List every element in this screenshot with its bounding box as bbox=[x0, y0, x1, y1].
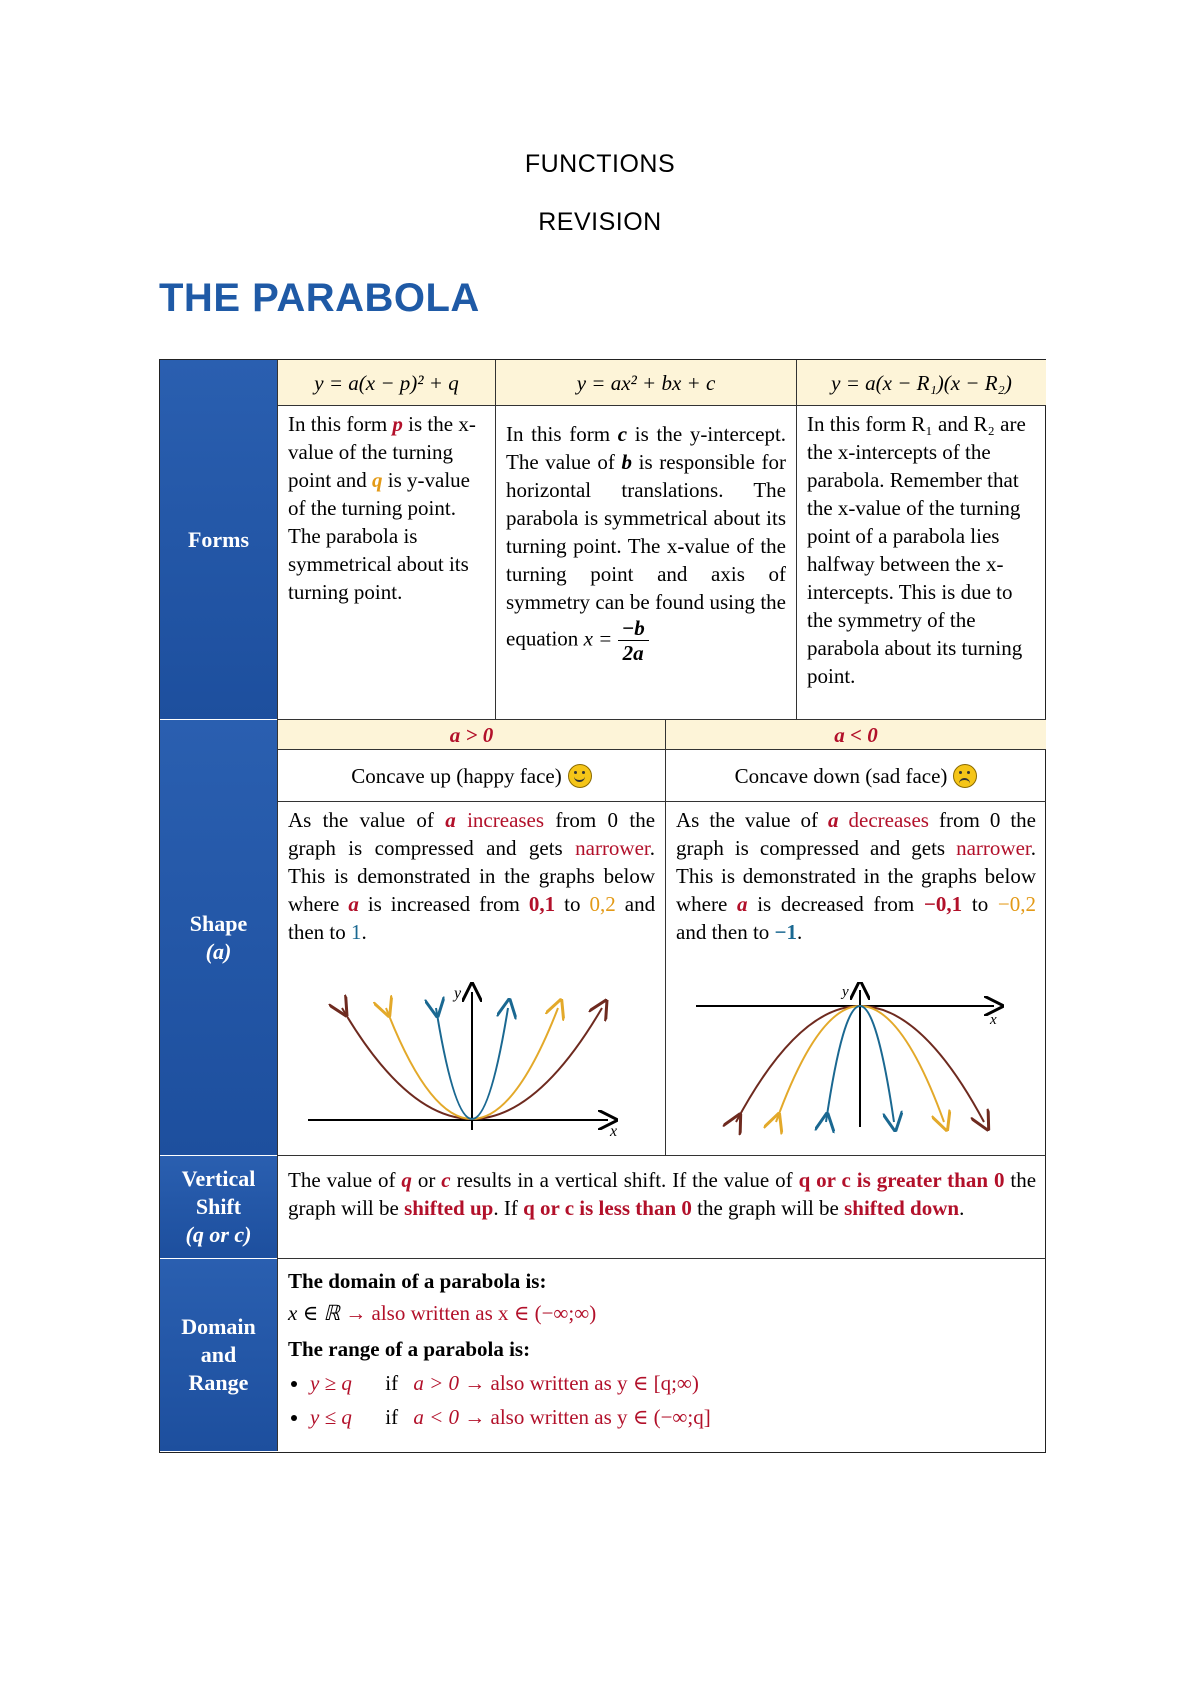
domain-title: The domain of a parabola is: bbox=[288, 1269, 547, 1293]
domain-also: → also written as x ∈ (−∞;∞) bbox=[345, 1301, 597, 1325]
row-label-vshift-l2: Shift bbox=[195, 1194, 242, 1219]
shape-pos-to1: to bbox=[564, 892, 581, 916]
form1-formula-text: y = a(x − p)² + q bbox=[314, 370, 459, 395]
form2-text-a: In this form bbox=[506, 422, 611, 446]
shape-neg-to1: to bbox=[971, 892, 989, 916]
shape-neg-header-text: a < 0 bbox=[834, 722, 878, 747]
range-item-negative bbox=[310, 1403, 1036, 1431]
shape-pos-text-a: As the value of bbox=[288, 808, 434, 832]
vshift-t6: . bbox=[959, 1196, 965, 1220]
shape-pos-increases: increases bbox=[467, 808, 545, 832]
range2-cond: a < 0 bbox=[413, 1405, 459, 1429]
form2-eq-num: −b bbox=[618, 616, 649, 641]
form2-formula bbox=[495, 360, 796, 406]
range2-also: → also written as y ∈ (−∞;q] bbox=[464, 1405, 711, 1429]
form1-formula bbox=[277, 360, 495, 406]
form2-b: b bbox=[621, 450, 632, 474]
concave-down-graph bbox=[676, 982, 1036, 1142]
row-label-vshift-l1: Vertical bbox=[181, 1166, 256, 1191]
shape-neg-end: . bbox=[797, 920, 803, 944]
shape-pos-text-b: from 0 the graph is compressed and gets bbox=[288, 808, 656, 860]
shape-pos-then: and then to bbox=[288, 892, 656, 944]
shape-neg-caption bbox=[665, 750, 1046, 802]
shape-neg-narrower: narrower bbox=[956, 836, 1031, 860]
domain-expr: x ∈ ℝ bbox=[288, 1301, 340, 1325]
x-axis-label: x bbox=[990, 1012, 997, 1028]
form2-c: c bbox=[617, 422, 628, 446]
vshift-cond-up: q or c is greater than 0 bbox=[798, 1168, 1005, 1192]
shape-pos-a2: a bbox=[348, 892, 359, 916]
shape-pos-v2: 0,2 bbox=[589, 892, 616, 916]
range-item-positive bbox=[310, 1369, 1036, 1397]
vshift-t3: the graph will be bbox=[288, 1168, 1037, 1220]
form2-fraction bbox=[618, 616, 649, 665]
vshift-or: or bbox=[417, 1168, 436, 1192]
row-label-shape-l2: (a) bbox=[205, 938, 232, 964]
shape-neg-a2: a bbox=[737, 892, 748, 916]
shape-pos-narrower: narrower bbox=[575, 836, 650, 860]
y-axis-label: y bbox=[842, 984, 849, 1000]
shape-neg-text-d: is decreased from bbox=[757, 892, 915, 916]
form1-text-a: In this form bbox=[288, 412, 388, 436]
sad-face-icon bbox=[953, 764, 977, 788]
shape-neg-header bbox=[665, 720, 1046, 750]
shape-neg-a: a bbox=[828, 808, 839, 832]
range-title: The range of a parabola is: bbox=[288, 1337, 531, 1361]
shape-pos-v3: 1 bbox=[351, 920, 362, 944]
form2-text-b: is the y-intercept. The value of bbox=[506, 422, 787, 474]
form1-p: p bbox=[392, 412, 403, 436]
parabola-table bbox=[159, 359, 1046, 1453]
shape-neg-decreases: decreases bbox=[848, 808, 929, 832]
form2-eq-den: 2a bbox=[622, 641, 644, 665]
range1-if: if bbox=[385, 1371, 399, 1395]
form1-description bbox=[277, 406, 495, 720]
shape-neg-paragraph bbox=[676, 806, 1036, 946]
shape-neg-text-c: . This is demonstrated in the graphs below where bbox=[676, 836, 1036, 916]
row-label-forms bbox=[160, 360, 277, 720]
domain-range-body bbox=[277, 1259, 1046, 1451]
row-label-forms-text: Forms bbox=[187, 526, 250, 552]
row-label-domain bbox=[160, 1259, 277, 1451]
shape-pos-caption-text: Concave up (happy face) bbox=[351, 763, 562, 788]
y-axis-label: y bbox=[454, 985, 462, 1002]
range1-cond: a > 0 bbox=[413, 1371, 459, 1395]
shape-neg-v1: −0,1 bbox=[923, 892, 963, 916]
form3-formula-text: y = a(x − R₁)(x − R₂) bbox=[831, 370, 1012, 395]
shape-pos-header-text: a > 0 bbox=[449, 722, 494, 747]
shape-neg-text-a: As the value of bbox=[676, 808, 818, 832]
form1-q: q bbox=[372, 468, 383, 492]
form1-text-b: is the x-value of the turning point and bbox=[288, 412, 476, 492]
shape-pos-header bbox=[277, 720, 665, 750]
row-label-domain-l1: Domain bbox=[181, 1314, 256, 1339]
doc-title: FUNCTIONS bbox=[524, 150, 676, 178]
row-label-vshift bbox=[160, 1156, 277, 1259]
shape-neg-body bbox=[665, 802, 1046, 1156]
shape-pos-end: . bbox=[361, 920, 367, 944]
row-label-vshift-l3: (q or c) bbox=[185, 1222, 252, 1247]
form3-description bbox=[796, 406, 1046, 720]
shape-neg-v3: −1 bbox=[774, 920, 798, 944]
form1-text-c: is y-value of the turning point. The parabola is symmetrical about its turning point. bbox=[288, 468, 470, 604]
vshift-cond-down: q or c is less than 0 bbox=[523, 1196, 692, 1220]
section-heading: THE PARABOLA bbox=[159, 276, 480, 320]
form3-text: In this form R₁ and R₂ are the x-intercepts of the parabola. Remember that the x-value of the turning point of a parabola lies halfway between the x-intercepts. This is due to the symmetry of the parabola about its turning point. bbox=[807, 412, 1026, 688]
row-label-shape-l1: Shape bbox=[189, 910, 248, 936]
vshift-body bbox=[277, 1156, 1046, 1259]
shape-pos-v1: 0,1 bbox=[528, 892, 556, 916]
range2-expr: y ≤ q bbox=[310, 1405, 352, 1429]
shape-pos-a: a bbox=[445, 808, 456, 832]
row-label-domain-l3: Range bbox=[188, 1370, 249, 1395]
happy-face-icon bbox=[568, 764, 592, 788]
range-list bbox=[288, 1369, 1036, 1431]
range1-also: → also written as y ∈ [q;∞) bbox=[464, 1371, 699, 1395]
vshift-t2: results in a vertical shift. If the value of bbox=[456, 1168, 793, 1192]
vshift-q: q bbox=[401, 1168, 412, 1192]
vshift-up: shifted up bbox=[404, 1196, 494, 1220]
row-label-domain-l2: and bbox=[200, 1342, 237, 1367]
x-axis-label: x bbox=[610, 1123, 618, 1140]
form2-description bbox=[495, 406, 796, 720]
shape-neg-text-b: from 0 the graph is compressed and gets bbox=[676, 808, 1036, 860]
shape-pos-paragraph bbox=[288, 806, 655, 946]
row-label-shape bbox=[160, 720, 277, 1156]
vshift-t1: The value of bbox=[288, 1168, 396, 1192]
vshift-t4: . If bbox=[493, 1196, 518, 1220]
shape-neg-v2: −0,2 bbox=[997, 892, 1036, 916]
concave-up-graph bbox=[288, 980, 656, 1140]
form2-formula-text: y = ax² + bx + c bbox=[576, 370, 716, 395]
vshift-c: c bbox=[441, 1168, 451, 1192]
range2-if: if bbox=[385, 1405, 399, 1429]
shape-pos-text-d: is increased from bbox=[367, 892, 520, 916]
shape-neg-caption-text: Concave down (sad face) bbox=[734, 763, 948, 788]
doc-subtitle: REVISION bbox=[538, 208, 662, 236]
shape-pos-caption bbox=[277, 750, 665, 802]
vshift-t5: the graph will be bbox=[697, 1196, 839, 1220]
shape-pos-body bbox=[277, 802, 665, 1156]
shape-neg-then: and then to bbox=[676, 920, 770, 944]
vshift-down: shifted down bbox=[844, 1196, 960, 1220]
form2-text-c: is responsible for horizontal translations. The parabola is symmetrical about its turning point. The x-value of the turning point and axis of symmetry can be found using the equation bbox=[506, 450, 786, 651]
domain-line bbox=[288, 1299, 1036, 1327]
range1-expr: y ≥ q bbox=[310, 1371, 352, 1395]
form3-formula bbox=[796, 360, 1046, 406]
shape-pos-text-c: . This is demonstrated in the graphs below where bbox=[288, 836, 656, 916]
form2-eq-lhs: x = bbox=[583, 626, 613, 651]
